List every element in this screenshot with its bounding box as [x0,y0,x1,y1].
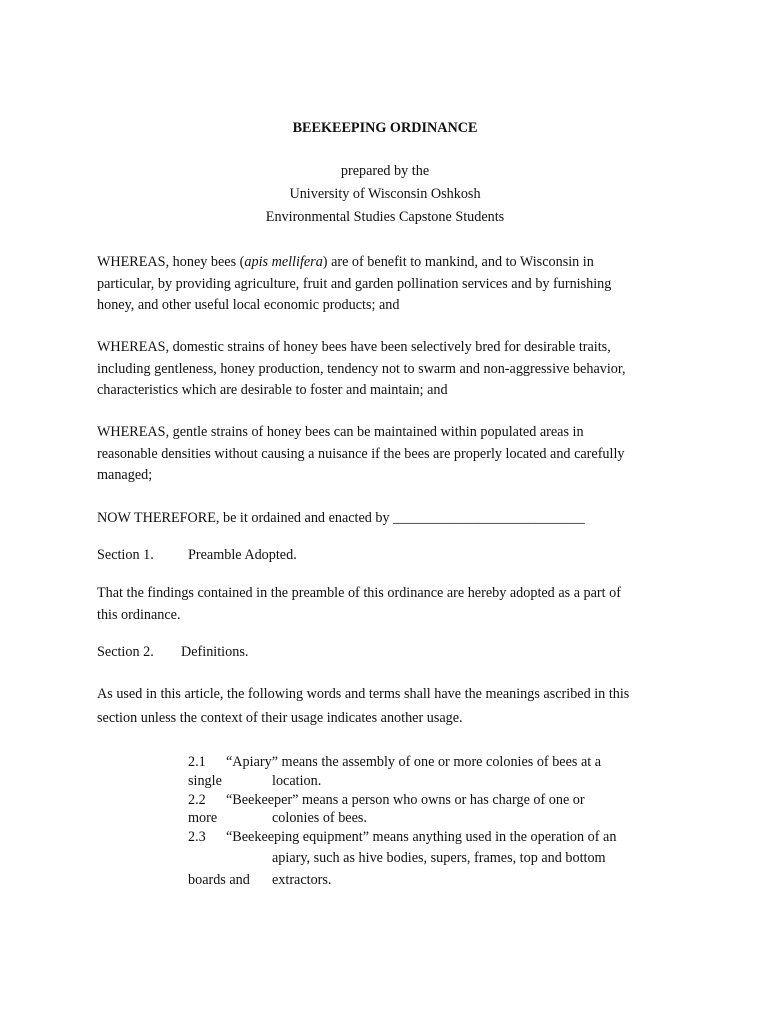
whereas-paragraph-3 [97,422,672,487]
definition-2-3-cont-2: extractors. [272,872,332,888]
whereas-3-line-1: WHEREAS, gentle strains of honey bees can be maintained within populated areas in [97,424,584,440]
section-1-body-line-2: this ordinance. [97,606,181,623]
section-2-intro-line-2: section unless the context of their usage indicates another usage. [97,709,463,726]
definition-2-1 [188,752,601,774]
university-line: University of Wisconsin Oshkosh [289,186,481,202]
whereas-3-line-3: managed; [97,467,153,483]
definition-2-2-wrap: more [188,810,218,826]
definition-number: 2.3 [188,829,206,845]
section-1-body [97,583,672,626]
section-2-title: Definitions. [181,644,249,660]
students-line: Environmental Studies Capstone Students [265,209,505,225]
definition-number: 2.2 [188,792,206,808]
whereas-paragraph-2 [97,337,672,402]
prepared-by-line: prepared by the [340,163,430,179]
whereas-1-line-2: particular, by providing agriculture, fruit and garden pollination services and by furnishing [97,275,612,292]
whereas-1-text-c: ) are of benefit to mankind, and to Wisconsin in [322,254,594,270]
definition-2-3 [188,827,616,849]
section-2-heading [97,642,672,664]
whereas-2-line-2: including gentleness, honey production, tendency not to swarm and non-aggressive behavior, [97,360,626,377]
whereas-2-line-1: WHEREAS, domestic strains of honey bees have been selectively bred for desirable traits, [97,339,611,355]
section-1-heading [97,545,672,567]
section-2-intro-line-1: As used in this article, the following words and terms shall have the meanings ascribed in this [97,686,630,702]
definition-2-3-wrap: boards and [188,872,250,888]
whereas-3-line-2: reasonable densities without causing a nuisance if the bees are properly located and carefully [97,445,625,462]
section-2-intro [97,684,672,729]
definition-2-3-cont: apiary, such as hive bodies, supers, frames, top and bottom [272,850,606,866]
whereas-1-text-a: WHEREAS, honey bees ( [97,254,245,270]
section-1-body-line-1: That the findings contained in the preamble of this ordinance are hereby adopted as a part of [97,585,621,601]
whereas-1-line-3: honey, and other useful local economic products; and [97,297,400,313]
document-title: BEEKEEPING ORDINANCE [292,120,478,136]
definition-2-1-cont: location. [272,773,322,789]
definition-2-2-cont: colonies of bees. [272,810,367,826]
definition-2-1-wrap: single [188,773,222,789]
whereas-paragraph-1 [97,252,672,317]
section-2-number: Section 2. [97,644,154,660]
section-1-title: Preamble Adopted. [188,547,297,563]
definition-text: “Apiary” means the assembly of one or more colonies of bees at a [226,754,602,770]
whereas-2-line-3: characteristics which are desirable to foster and maintain; and [97,382,448,398]
species-name: apis mellifera [244,254,323,270]
definition-2-2 [188,790,585,812]
now-therefore-line: NOW THEREFORE, be it ordained and enacted by ___________________________ [97,510,585,526]
definition-text: “Beekeeping equipment” means anything used in the operation of an [226,829,617,845]
definition-text: “Beekeeper” means a person who owns or has charge of one or [226,792,585,808]
definition-number: 2.1 [188,754,206,770]
section-1-number: Section 1. [97,547,154,563]
